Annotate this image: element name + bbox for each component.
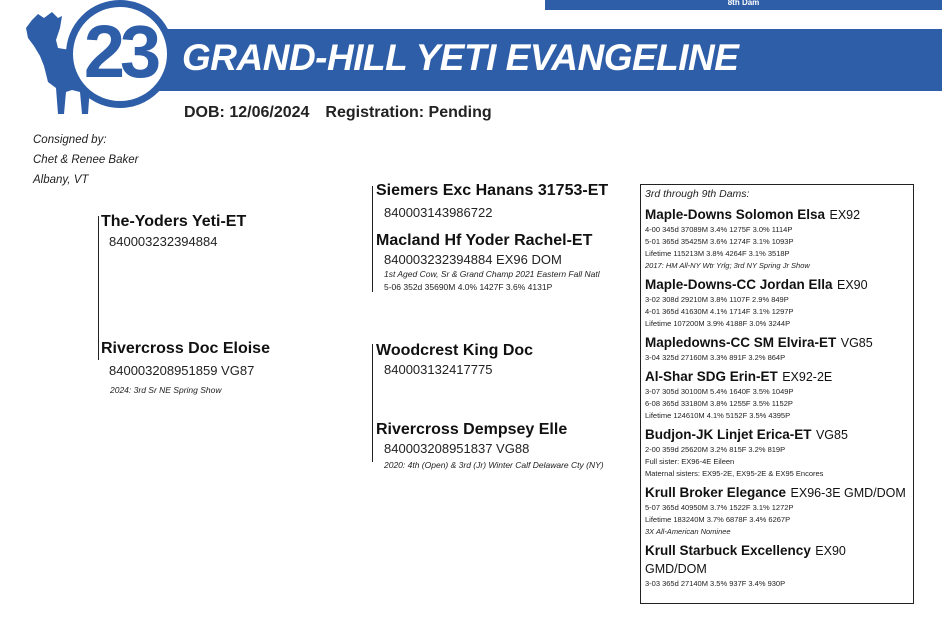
top-strip	[545, 0, 942, 10]
dam-reg: 840003208951859 VG87	[109, 363, 255, 378]
consignor-location: Albany, VT	[33, 174, 89, 186]
dam-entry	[101, 340, 270, 395]
dam-8-lifetime: Lifetime 183240M 3.7% 6878F 3.4% 6267P	[645, 515, 791, 524]
consignor-block	[33, 130, 138, 190]
dam-3-name: Maple-Downs Solomon Elsa	[645, 207, 826, 222]
sire-bracket-line	[98, 216, 99, 360]
dam-dam-note: 2020: 4th (Open) & 3rd (Jr) Winter Calf Delaware Cty (NY)	[384, 460, 604, 470]
sire-name: The-Yoders Yeti-ET	[101, 213, 247, 230]
dam-5-record-1: 3-04 325d 27160M 3.3% 891F 3.2% 864P	[645, 353, 786, 362]
dam-4-lifetime: Lifetime 107200M 3.9% 4188F 3.0% 3244P	[645, 319, 791, 328]
dam-9-class: EX90 GMD/DOM	[645, 544, 846, 576]
dam-9-name: Krull Starbuck Excellency	[645, 543, 811, 558]
dam-6-record-1: 3-07 305d 30100M 5.4% 1640F 3.5% 1049P	[645, 387, 794, 396]
dam-sire-name: Woodcrest King Doc	[376, 342, 534, 359]
sire-dam-reg: 840003232394884 EX96 DOM	[384, 252, 562, 267]
dam-8-class: EX96-3E GMD/DOM	[790, 486, 906, 500]
dam-5-class: VG85	[840, 336, 873, 350]
dam-4-record-2: 4-01 365d 41630M 4.1% 1714F 3.1% 1297P	[645, 307, 794, 316]
dam-parents-bracket-line	[372, 344, 373, 462]
dam-dam-name: Rivercross Dempsey Elle	[376, 421, 568, 438]
dam-6-class: EX92-2E	[782, 370, 833, 384]
dam-9-record-1: 3-03 365d 27140M 3.5% 937F 3.4% 930P	[645, 579, 786, 588]
dam-8-name: Krull Broker Elegance	[645, 485, 787, 500]
extended-dams-title: 3rd through 9th Dams:	[645, 188, 750, 200]
top-strip-label: 8th Dam	[727, 0, 760, 7]
sire-sire-name: Siemers Exc Hanans 31753-ET	[376, 182, 609, 199]
dam-4	[645, 276, 911, 330]
dam-7-name: Budjon-JK Linjet Erica-ET	[645, 427, 812, 442]
dam-dam-entry	[376, 421, 604, 470]
dam-dam-reg: 840003208951837 VG88	[384, 441, 530, 456]
dam-5-name: Mapledowns-CC SM Elvira-ET	[645, 335, 837, 350]
sire-dam-entry	[376, 232, 600, 292]
sire-parents-bracket-line	[372, 186, 373, 292]
dam-7-record-1: 2-00 359d 25620M 3.2% 815F 3.2% 819P	[645, 445, 786, 454]
sire-dam-record: 5-06 352d 35690M 4.0% 1427F 3.6% 4131P	[384, 282, 553, 292]
dam-3	[645, 206, 911, 272]
consignor-names: Chet & Renee Baker	[33, 154, 139, 166]
dam-3-record-2: 5-01 365d 35425M 3.6% 1274F 3.1% 1093P	[645, 237, 794, 246]
dam-6-record-2: 6-08 365d 33180M 3.8% 1255F 3.5% 1152P	[645, 399, 793, 408]
dam-6	[645, 368, 911, 422]
dam-7-class: VG85	[815, 428, 848, 442]
dam-note: 2024: 3rd Sr NE Spring Show	[110, 385, 222, 395]
sire-dam-name: Macland Hf Yoder Rachel-ET	[376, 232, 593, 249]
sire-reg: 840003232394884	[109, 234, 218, 249]
sire-entry	[101, 213, 246, 249]
dam-9	[645, 542, 911, 590]
extended-dams-list	[645, 206, 911, 590]
dam-8-record-1: 5-07 365d 40950M 3.7% 1522F 3.1% 1272P	[645, 503, 794, 512]
animal-name: GRAND-HILL YETI EVANGELINE	[182, 37, 739, 78]
sire-sire-entry	[376, 182, 608, 220]
dam-7	[645, 426, 911, 480]
dam-4-class: EX90	[836, 278, 868, 292]
dam-sire-entry	[376, 342, 533, 377]
dam-3-record-1: 4-00 345d 37089M 3.4% 1275F 3.0% 1114P	[645, 225, 793, 234]
dam-4-name: Maple-Downs-CC Jordan Ella	[645, 277, 833, 292]
sire-dam-note: 1st Aged Cow, Sr & Grand Champ 2021 Eastern Fall Natl	[384, 269, 600, 279]
dam-7-full-sister: Full sister: EX96-4E Eileen	[645, 457, 735, 466]
dam-3-note: 2017: HM All-NY Wtr Yrlg; 3rd NY Spring Jr Show	[645, 261, 810, 270]
dam-5	[645, 334, 911, 364]
dam-4-record-1: 3-02 308d 29210M 3.8% 1107F 2.9% 849P	[645, 295, 789, 304]
dam-3-lifetime: Lifetime 115213M 3.8% 4264F 3.1% 3518P	[645, 249, 790, 258]
dam-7-maternal-sisters: Maternal sisters: EX95-2E, EX95-2E & EX95 Encores	[645, 469, 824, 478]
registration-status: Registration: Pending	[325, 104, 492, 121]
dob: DOB: 12/06/2024	[184, 104, 310, 121]
birth-registration-line	[184, 104, 492, 122]
dam-6-name: Al-Shar SDG Erin-ET	[645, 369, 778, 384]
dam-name: Rivercross Doc Eloise	[101, 340, 270, 357]
lot-number: 23	[83, 10, 157, 93]
dam-6-lifetime: Lifetime 124610M 4.1% 5152F 3.5% 4395P	[645, 411, 791, 420]
dam-8	[645, 484, 911, 538]
dam-8-note: 3X All-American Nominee	[645, 527, 731, 536]
dam-sire-reg: 840003132417775	[384, 362, 493, 377]
sire-sire-reg: 840003143986722	[384, 205, 493, 220]
dam-3-class: EX92	[829, 208, 861, 222]
consigned-by-label: Consigned by:	[33, 134, 107, 146]
